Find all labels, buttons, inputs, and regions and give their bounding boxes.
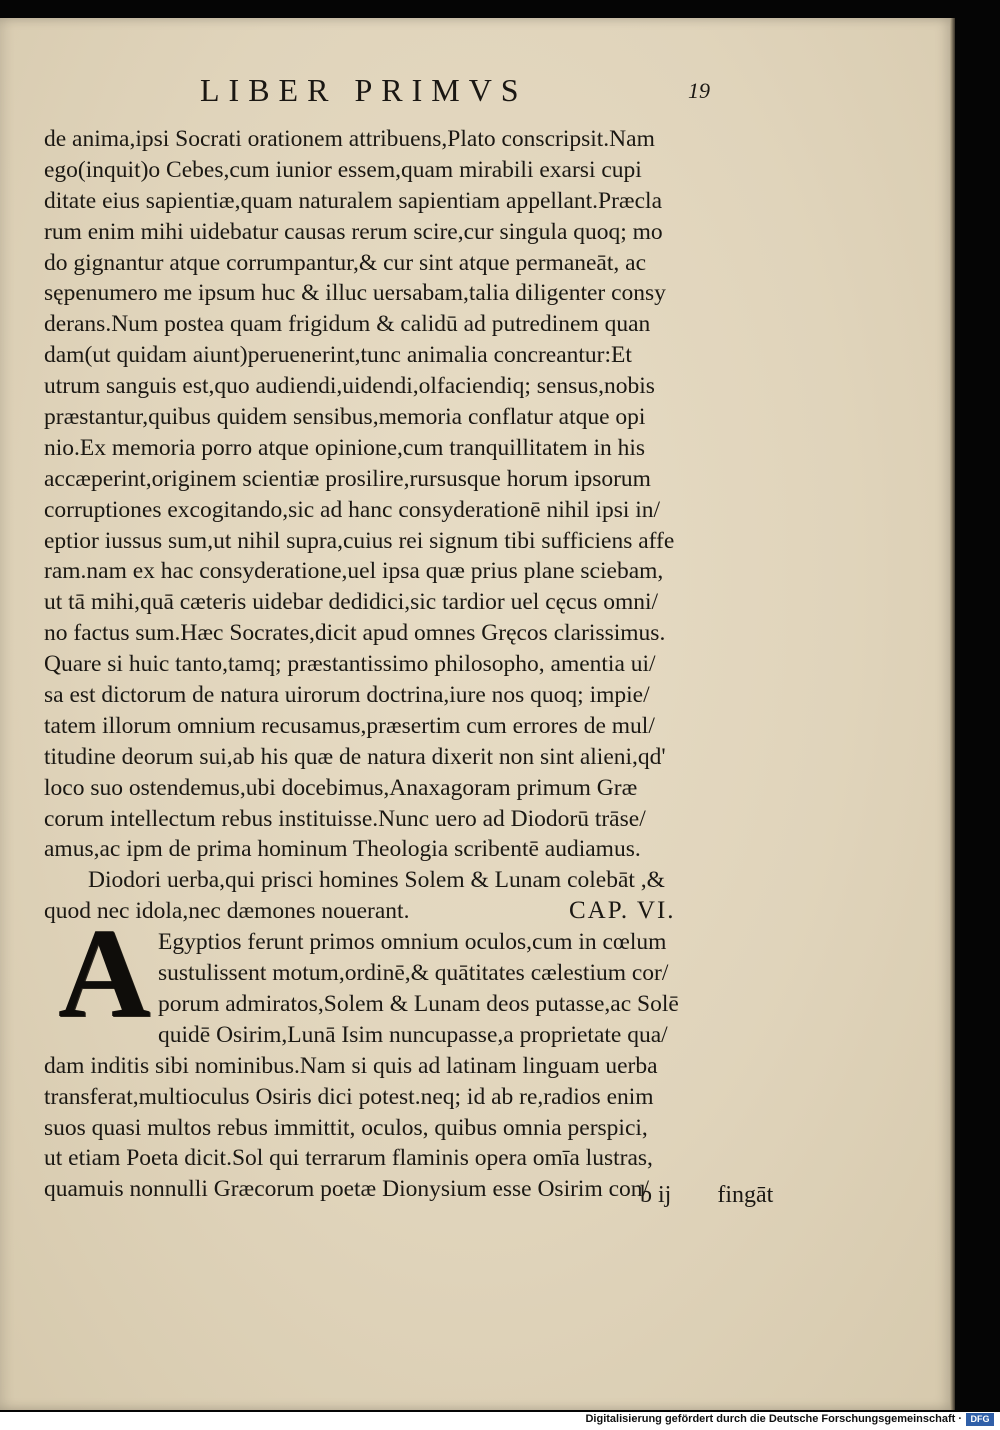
text-line: corruptiones excogitando,sic ad hanc consyderationē nihil ipsi in/ (44, 496, 661, 523)
chapter-heading: CAP. VI. (569, 897, 676, 925)
page-edge-shadow (950, 18, 955, 1410)
text-line: quamuis nonnulli Græcorum poetæ Dionysium esse Osirim con/ (44, 1176, 650, 1203)
text-line: no factus sum.Hæc Socrates,dicit apud omnes Gręcos clarissimus. (44, 620, 666, 647)
text-line: dam(ut quidam aiunt)peruenerint,tunc animalia concreantur:Et (44, 342, 632, 369)
drop-cap-initial: A (58, 902, 151, 1044)
text-line: corum intellectum rebus instituisse.Nunc uero ad Diodorū trāse/ (44, 805, 646, 832)
text-line: præstantur,quibus quidem sensibus,memoria conflatur atque opi (44, 404, 646, 431)
text-line: ego(inquit)o Cebes,cum iunior essem,quam mirabili exarsi cupi (44, 156, 642, 183)
text-line: suos quasi multos rebus immittit, oculos, quibus omnia perspici, (44, 1114, 648, 1141)
text-line: porum admiratos,Solem & Lunam deos putasse,ac Solē (158, 990, 679, 1017)
text-line: sępenumero me ipsum huc & illuc uersabam,talia diligenter consy (44, 280, 666, 307)
text-line: transferat,multioculus Osiris dici potest.neq; id ab re,radios enim (44, 1083, 654, 1110)
text-line: loco suo ostendemus,ubi docebimus,Anaxagoram primum Græ (44, 774, 638, 801)
text-line: accæperint,originem scientiæ prosilire,rursusque horum ipsorum (44, 465, 651, 492)
text-line: sustulissent motum,ordinē,& quātitates cælestium cor/ (158, 960, 669, 987)
text-line: ditate eius sapientiæ,quam naturalem sapientiam appellant.Præcla (44, 187, 662, 214)
text-line: utrum sanguis est,quo audiendi,uidendi,olfaciendiq; sensus,nobis (44, 373, 655, 400)
text-line: sa est dictorum de natura uirorum doctrina,iure nos quoq; impie/ (44, 682, 650, 709)
text-line: tatem illorum omnium recusamus,præsertim cum errores de mul/ (44, 712, 655, 739)
signature-mark: b ij (640, 1182, 672, 1208)
funding-credit: Digitalisierung gefördert durch die Deutsche Forschungsgemeinschaft · (585, 1413, 962, 1425)
chapter-intro-text: quod nec idola,nec dæmones nouerant. (44, 898, 410, 925)
text-line: do gignantur atque corrumpantur,& cur sint atque permaneāt, ac (44, 249, 647, 276)
text-line: quidē Osirim,Lunā Isim nuncupasse,a proprietate qua/ (158, 1021, 668, 1048)
dfg-logo: DFG (966, 1413, 994, 1426)
text-line: nio.Ex memoria porro atque opinione,cum tranquillitatem in his (44, 434, 646, 461)
text-line: Quare si huic tanto,tamq; præstantissimo philosopho, amentia ui/ (44, 651, 656, 678)
text-line: amus,ac ipm de prima hominum Theologia scribentē audiamus. (44, 836, 641, 863)
body-text (44, 124, 784, 1205)
text-line: Egyptios ferunt primos omnium oculos,cum in cœlum (158, 929, 667, 956)
text-line: ut etiam Poeta dicit.Sol qui terrarum flaminis opera omīa lustras, (44, 1145, 653, 1172)
text-line: eptior iussus sum,ut nihil supra,cuius rei signum tibi sufficiens affe (44, 527, 675, 554)
running-head: LIBER PRIMVS (200, 72, 528, 108)
text-line: derans.Num postea quam frigidum & calidū ad putredinem quan (44, 311, 651, 338)
folio-number: 19 (688, 78, 710, 103)
page-header (0, 72, 955, 112)
text-line: titudine deorum sui,ab his quæ de natura dixerit non sint alieni,qd' (44, 743, 666, 770)
text-line: de anima,ipsi Socrati orationem attribuens,Plato conscripsit.Nam (44, 126, 655, 152)
text-line: ut tā mihi,quā cæteris uidebar dedidici,sic tardior uel cęcus omni/ (44, 589, 659, 616)
text-line: rum enim mihi uidebatur causas rerum scire,cur singula quoq; mo (44, 218, 663, 245)
catchword: fingāt (717, 1182, 774, 1208)
text-line: ram.nam ex hac consyderatione,uel ipsa quæ prius plane sciebam, (44, 558, 664, 585)
catchword-line (640, 1182, 773, 1209)
chapter-intro-line: Diodori uerba,qui prisci homines Solem & Lunam colebāt ,& (88, 867, 665, 894)
text-line: dam inditis sibi nominibus.Nam si quis ad latinam linguam uerba (44, 1052, 658, 1079)
